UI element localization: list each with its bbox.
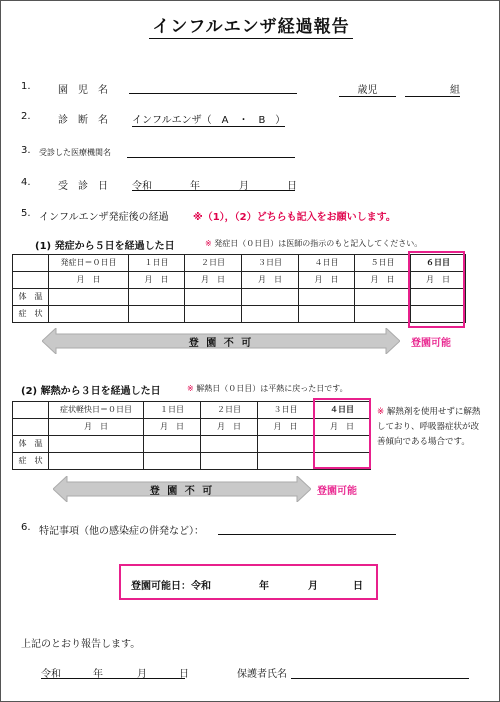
symptom-cell[interactable] bbox=[242, 306, 299, 323]
symptom-cell[interactable] bbox=[185, 306, 242, 323]
column-header: ２日目 bbox=[185, 255, 242, 272]
column-header: １日目 bbox=[144, 402, 201, 419]
section2-side-note: ※ 解熱剤を使用せずに解熱しており、呼吸器症状が改善傾向である場合です。 bbox=[377, 407, 481, 447]
section1-heading: (1) 発症から５日を経過した日 bbox=[35, 241, 175, 252]
item5-label: インフルエンザ発症後の経過 bbox=[39, 212, 169, 223]
item3-label: 受診した医療機関名 bbox=[39, 148, 111, 157]
item6-label: 特記事項（他の感染症の併発など）： bbox=[39, 526, 204, 537]
item5-number: 5. bbox=[21, 208, 31, 219]
table-row bbox=[13, 306, 466, 323]
table-cell bbox=[13, 419, 49, 436]
temp-cell[interactable] bbox=[355, 289, 411, 306]
report-date-field[interactable]: 令和 年 月 日 bbox=[41, 665, 185, 679]
attendance-month[interactable]: 月 bbox=[308, 581, 318, 592]
hospital-field[interactable] bbox=[127, 157, 295, 158]
row-label: 症 状 bbox=[13, 306, 49, 323]
symptom-cell[interactable] bbox=[258, 453, 314, 470]
attendance-ok-label-1: 登園可能 bbox=[411, 338, 451, 349]
item5-note: ※（1），（2）どちらも記入をお願いします。 bbox=[193, 212, 396, 223]
symptom-cell[interactable] bbox=[129, 306, 185, 323]
item2-number: 2. bbox=[21, 111, 31, 122]
column-header: ３日目 bbox=[258, 402, 314, 419]
child-name-field[interactable] bbox=[129, 93, 297, 94]
symptom-cell[interactable] bbox=[49, 306, 129, 323]
item1-number: 1. bbox=[21, 81, 31, 92]
date-cell[interactable]: 月 日 bbox=[355, 272, 411, 289]
column-header: ３日目 bbox=[242, 255, 299, 272]
item4-number: 4. bbox=[21, 177, 31, 188]
attendance-ok-label-2: 登園可能 bbox=[317, 486, 357, 497]
table-cell bbox=[13, 272, 49, 289]
guardian-name-field[interactable] bbox=[291, 678, 469, 679]
age-field[interactable]: 歳児 bbox=[339, 81, 396, 97]
table-cell bbox=[13, 255, 49, 272]
symptom-cell[interactable] bbox=[355, 306, 411, 323]
column-header: ６日目 bbox=[411, 255, 466, 272]
table-row bbox=[13, 272, 466, 289]
class-field[interactable]: 組 bbox=[405, 81, 460, 97]
guardian-label: 保護者氏名 bbox=[237, 669, 287, 680]
symptom-cell[interactable] bbox=[49, 453, 144, 470]
temp-cell[interactable] bbox=[258, 436, 314, 453]
document-title: インフルエンザ経過報告 bbox=[1, 12, 500, 37]
temp-cell[interactable] bbox=[49, 436, 144, 453]
table-cell bbox=[13, 402, 49, 419]
item1-label: 園 児 名 bbox=[58, 85, 108, 96]
date-cell[interactable]: 月 日 bbox=[314, 419, 371, 436]
attendance-day[interactable]: 日 bbox=[353, 581, 363, 592]
special-notes-field[interactable] bbox=[218, 534, 396, 535]
temp-cell[interactable] bbox=[201, 436, 258, 453]
no-attendance-label-2: 登 園 不 可 bbox=[149, 486, 215, 497]
attendance-year[interactable]: 年 bbox=[259, 581, 269, 592]
section2-heading: (2) 解熱から３日を経過した日 bbox=[21, 386, 161, 397]
day4-highlight bbox=[313, 398, 371, 469]
visit-date-field[interactable]: 令和 年 月 日 bbox=[132, 177, 295, 191]
symptom-cell[interactable] bbox=[144, 453, 201, 470]
temp-cell[interactable] bbox=[129, 289, 185, 306]
item6-number: 6. bbox=[21, 522, 31, 533]
date-cell[interactable]: 月 日 bbox=[299, 272, 355, 289]
item2-label: 診 断 名 bbox=[58, 115, 108, 126]
section1-table bbox=[12, 254, 466, 323]
symptom-cell[interactable] bbox=[201, 453, 258, 470]
row-label: 体 温 bbox=[13, 436, 49, 453]
date-cell[interactable]: 月 日 bbox=[201, 419, 258, 436]
row-label: 体 温 bbox=[13, 289, 49, 306]
date-cell[interactable]: 月 日 bbox=[242, 272, 299, 289]
column-header: ４日目 bbox=[299, 255, 355, 272]
symptom-cell[interactable] bbox=[299, 306, 355, 323]
diagnosis-value[interactable]: インフルエンザ（ A ・ B ） bbox=[132, 115, 286, 126]
date-cell[interactable]: 月 日 bbox=[411, 272, 466, 289]
no-attendance-label-1: 登 園 不 可 bbox=[188, 338, 254, 349]
date-cell[interactable]: 月 日 bbox=[129, 272, 185, 289]
section1-note: ※ 発症日（０日目）は医師の指示のもと記入してください。 bbox=[205, 239, 423, 248]
temp-cell[interactable] bbox=[144, 436, 201, 453]
date-cell[interactable]: 月 日 bbox=[185, 272, 242, 289]
column-header: ２日目 bbox=[201, 402, 258, 419]
section2-note: ※ 解熱日（０日目）は平熱に戻った日です。 bbox=[187, 384, 348, 393]
column-header: ４日目 bbox=[314, 402, 371, 419]
temp-cell[interactable] bbox=[185, 289, 242, 306]
date-cell[interactable]: 月 日 bbox=[49, 272, 129, 289]
table-row bbox=[13, 255, 466, 272]
day6-highlight bbox=[408, 251, 465, 328]
item3-number: 3. bbox=[21, 145, 31, 156]
temp-cell[interactable] bbox=[49, 289, 129, 306]
column-header: 症状軽快日＝０日目 bbox=[49, 402, 144, 419]
date-cell[interactable]: 月 日 bbox=[49, 419, 144, 436]
temp-cell[interactable] bbox=[242, 289, 299, 306]
column-header: 発症日＝０日目 bbox=[49, 255, 129, 272]
date-cell[interactable]: 月 日 bbox=[144, 419, 201, 436]
attendance-date-label: 登園可能日：令和 bbox=[131, 581, 211, 592]
report-statement: 上記のとおり報告します。 bbox=[21, 639, 141, 650]
column-header: ５日目 bbox=[355, 255, 411, 272]
column-header: １日目 bbox=[129, 255, 185, 272]
date-cell[interactable]: 月 日 bbox=[258, 419, 314, 436]
table-row bbox=[13, 289, 466, 306]
row-label: 症 状 bbox=[13, 453, 49, 470]
item4-label: 受 診 日 bbox=[58, 181, 108, 192]
temp-cell[interactable] bbox=[299, 289, 355, 306]
